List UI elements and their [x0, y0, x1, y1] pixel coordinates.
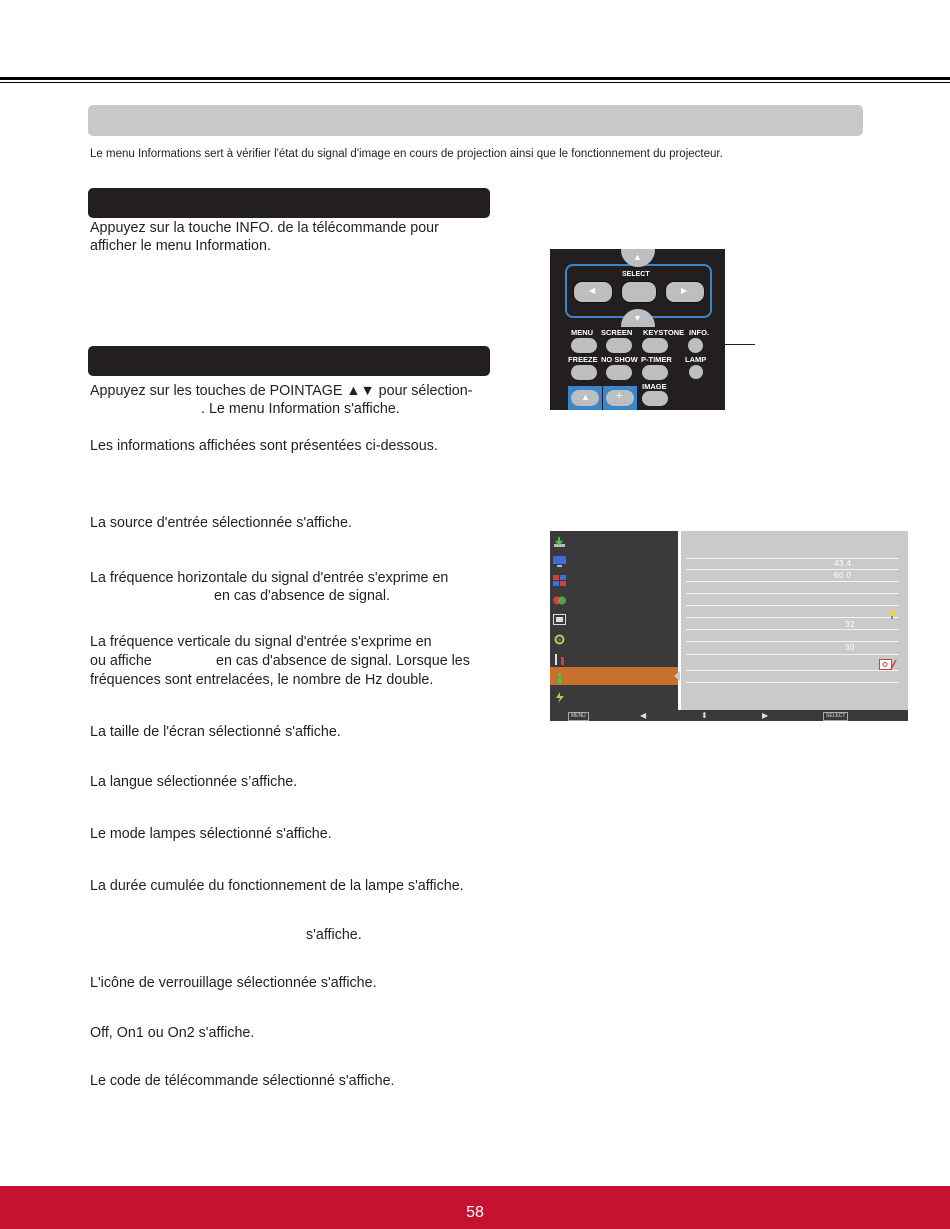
header-rule-thin	[0, 82, 950, 83]
osd-information-panel	[681, 531, 908, 710]
right-button	[665, 281, 705, 303]
osd-divider	[686, 593, 899, 594]
computer-icon	[553, 554, 566, 565]
lamp-button	[689, 365, 703, 379]
power-management-icon	[553, 690, 566, 701]
section2-line1: Appuyez sur les touches de POINTAGE ▲▼ pour sélection-	[90, 383, 473, 399]
item-language: La langue sélectionnée s’affiche.	[90, 774, 298, 790]
lamp-value-32: 32	[845, 620, 855, 629]
osd-divider	[686, 617, 899, 618]
screen-label: SCREEN	[601, 328, 633, 337]
item-hfreq-2: en cas d'absence de signal.	[214, 588, 391, 604]
keystone-label: KEYSTONE	[643, 328, 685, 337]
v-frequency-value: 60.0	[834, 571, 852, 580]
info-button	[688, 338, 703, 353]
page-number: 58	[466, 1204, 484, 1221]
h-frequency-value: 43.4	[834, 559, 852, 568]
filter-value-30: 30	[845, 643, 855, 652]
osd-navigation-bar	[550, 710, 908, 721]
freeze-button	[571, 365, 597, 380]
heading-bar-menu	[88, 346, 490, 376]
no-show-button	[606, 365, 632, 380]
down-arrow-icon: ▼	[633, 313, 642, 323]
osd-left-arrow-icon: ◀	[640, 711, 647, 720]
right-arrow-icon: ▶	[681, 286, 688, 295]
image-button	[642, 391, 668, 406]
select-label: SELECT	[622, 271, 650, 278]
image-label: IMAGE	[642, 382, 667, 391]
key-lock-icon	[879, 657, 897, 675]
menu-label: MENU	[571, 328, 594, 337]
header-rule-thick	[0, 77, 950, 80]
setting-icon	[553, 632, 566, 643]
osd-select-key: SELECT	[823, 712, 848, 721]
info-label: INFO.	[689, 328, 709, 337]
info-text: Les informations affichées sont présentées ci-dessous.	[90, 438, 438, 454]
item-lamp-time: La durée cumulée du fonctionnement de la lampe s'affiche.	[90, 878, 464, 894]
remote-control-illustration	[550, 249, 725, 410]
p-timer-label: P-TIMER	[641, 355, 672, 364]
osd-divider	[686, 641, 899, 642]
freeze-label: FREEZE	[568, 355, 598, 364]
intro-text: Le menu Informations sert à vérifier l'état du signal d'image en cours de projection ainsi que le fonctionnement du projecteur.	[90, 148, 723, 160]
osd-divider	[686, 654, 899, 655]
up-arrow-icon: ▲	[633, 252, 642, 262]
item-vfreq-1: La fréquence verticale du signal d'entrée s'exprime en	[90, 634, 432, 650]
item-lamp-mode: Le mode lampes sélectionné s'affiche.	[90, 826, 332, 842]
section-title-bar	[88, 105, 863, 136]
left-arrow-icon: ◀	[589, 286, 596, 295]
osd-menu-pointer	[674, 671, 680, 681]
osd-divider	[686, 682, 899, 683]
item-filter: s'affiche.	[306, 927, 362, 943]
item-auto: Off, On1 ou On2 s'affiche.	[90, 1025, 255, 1041]
item-input: La source d'entrée sélectionnée s'affiche.	[90, 515, 352, 531]
plus-icon: +	[616, 390, 623, 402]
info-menu-highlight	[550, 667, 678, 685]
screen-button	[606, 338, 632, 353]
item-vfreq-3: fréquences sont entrelacées, le nombre de Hz double.	[90, 672, 434, 688]
keystone-button	[642, 338, 668, 353]
volume-down-button	[571, 390, 599, 406]
info-callout-line	[712, 344, 755, 345]
screen-icon	[553, 612, 566, 623]
lamp-label: LAMP	[685, 355, 707, 364]
osd-updown-arrow-icon: ⬍	[701, 711, 708, 720]
item-lock: L'icône de verrouillage sélectionnée s'affiche.	[90, 975, 377, 991]
item-screen: La taille de l'écran sélectionné s'affiche.	[90, 724, 341, 740]
menu-button	[571, 338, 597, 353]
osd-right-arrow-icon: ▶	[762, 711, 769, 720]
osd-divider	[686, 670, 899, 671]
no-show-label: NO SHOW	[601, 355, 638, 364]
section1-line2: afficher le menu Information.	[90, 238, 271, 254]
item-vfreq-2b: en cas d'absence de signal. Lorsque les	[216, 653, 470, 669]
tools-icon	[553, 652, 566, 663]
osd-divider	[686, 629, 899, 630]
volume-down-icon: ▲	[581, 392, 590, 402]
input-icon	[553, 535, 566, 546]
osd-menu-key: MENU	[568, 712, 589, 721]
p-timer-button	[642, 365, 668, 380]
osd-divider	[686, 581, 899, 582]
item-remote-code: Le code de télécommande sélectionné s'affiche.	[90, 1073, 395, 1089]
osd-divider	[686, 569, 899, 570]
lamp-mode-icon	[887, 606, 897, 624]
section1-line1: Appuyez sur la touche INFO. de la télécommande pour	[90, 220, 439, 236]
volume-up-button	[606, 390, 634, 406]
osd-divider	[686, 558, 899, 559]
osd-divider	[686, 605, 899, 606]
section2-line2: . Le menu Information s'affiche.	[201, 401, 400, 417]
osd-menu-sidebar	[550, 531, 678, 710]
heading-bar-remote	[88, 188, 490, 218]
item-vfreq-2a: ou affiche	[90, 653, 152, 669]
information-icon	[553, 671, 566, 682]
select-button	[621, 281, 657, 303]
left-button	[573, 281, 613, 303]
item-hfreq-1: La fréquence horizontale du signal d'entrée s'exprime en	[90, 570, 449, 586]
image-adjust-icon	[553, 593, 566, 604]
image-select-icon	[553, 573, 566, 584]
